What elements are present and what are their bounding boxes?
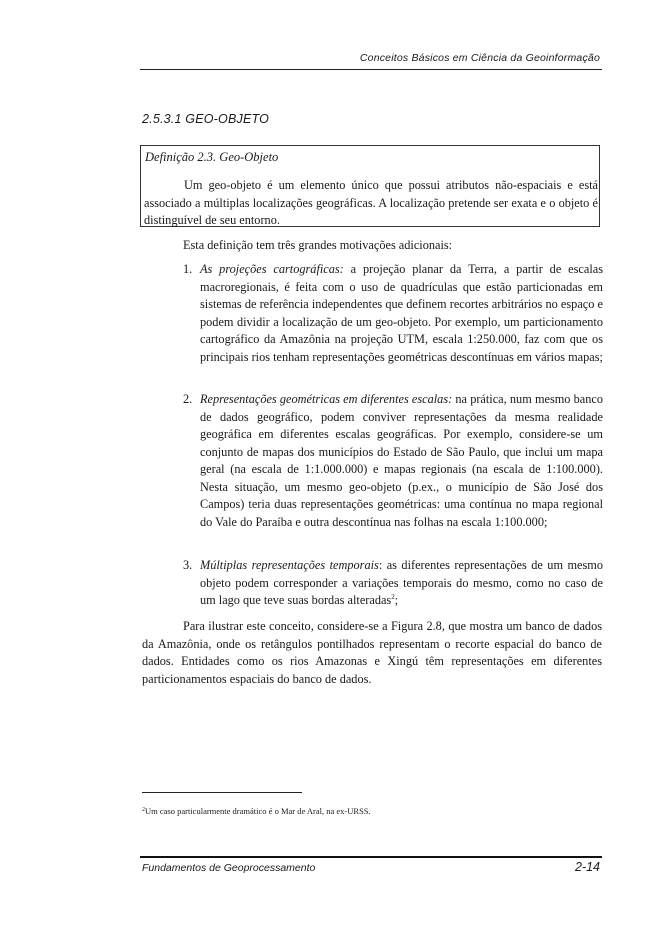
definition-title: Definição 2.3. Geo-Objeto [145, 150, 279, 164]
list-text: na prática, num mesmo banco de dados geográfico, podem conviver representações da mesma realidade geográfica em diferentes escalas geográficas. Por exemplo, considere-se um conjunto de mapas dos municípios do Estado de São Paulo, que inclui um mapa geral (na escala de 1:1.000.000) e mapas regionais (na escala de 1:100.000). Nesta situação, um mesmo geo-objeto (p.ex., o município de São José dos Campos) teria duas representações geométricas: uma contínua no mapa regional do Vale do Paraíba e outra descontínua nas folhas na escala 1:100.000; [200, 392, 604, 529]
list-lead: Múltiplas representações temporais [200, 558, 379, 572]
list-lead: Representações geométricas em diferentes escalas: [200, 392, 453, 406]
list-body [200, 557, 603, 610]
list-number: 1. [183, 262, 193, 276]
list-item [183, 391, 603, 551]
footnote-rule [142, 792, 302, 793]
section-heading: 2.5.3.1 GEO-OBJETO [142, 112, 270, 126]
running-header: Conceitos Básicos em Ciência da Geoinformação [359, 52, 600, 64]
footer-rule [140, 856, 602, 858]
list-body [200, 391, 603, 531]
intro-paragraph: Esta definição tem três grandes motivações adicionais: [183, 238, 453, 252]
list-number: 3. [183, 558, 193, 572]
footnote-text: Um caso particularmente dramático é o Mar de Aral, na ex-URSS. [145, 806, 371, 816]
definition-text: Um geo-objeto é um elemento único que possui atributos não-espaciais e está associado a múltiplas localizações geográficas. A localização pretende ser exata e o objeto é distinguível de seu entorno. [144, 178, 598, 227]
footnote-reference[interactable]: 2 [391, 593, 395, 601]
page-number: 2-14 [574, 860, 600, 874]
list-body [200, 261, 603, 366]
list-number: 2. [183, 392, 193, 406]
footnote [142, 806, 371, 816]
list-tail: ; [394, 593, 399, 607]
list-text: a projeção planar da Terra, a partir de escalas macroregionais, é feita com o uso de quadrículas que estão particionadas em sistemas de referência independentes que definem recortes arbitrários no espaço e podem dividir a localização de um geo-objeto. Por exemplo, um particionamento cartográfico da Amazônia na projeção UTM, escala 1:250.000, faz com que os principais rios tenham representações geométricas descontínuas em vários mapas; [200, 262, 603, 364]
header-rule [140, 69, 602, 70]
definition-box [140, 145, 600, 227]
list-text: : as diferentes representações de um mesmo objeto podem corresponder a variações temporais do mesmo, como no caso de um lago que teve suas bordas alteradas [200, 558, 603, 607]
list-item [183, 557, 603, 613]
footnote-mark: 2 [142, 807, 145, 813]
list-item [183, 261, 603, 386]
footer-title: Fundamentos de Geoprocessamento [142, 862, 316, 874]
closing-paragraph: Para ilustrar este conceito, considere-se a Figura 2.8, que mostra um banco de dados da Amazônia, onde os retângulos pontilhados representam o recorte espacial do banco de dados. Entidades como os rios Amazonas e Xingú têm representações em diferentes particionamentos espaciais do banco de dados. [142, 619, 602, 686]
list-lead: As projeções cartográficas: [200, 262, 344, 276]
